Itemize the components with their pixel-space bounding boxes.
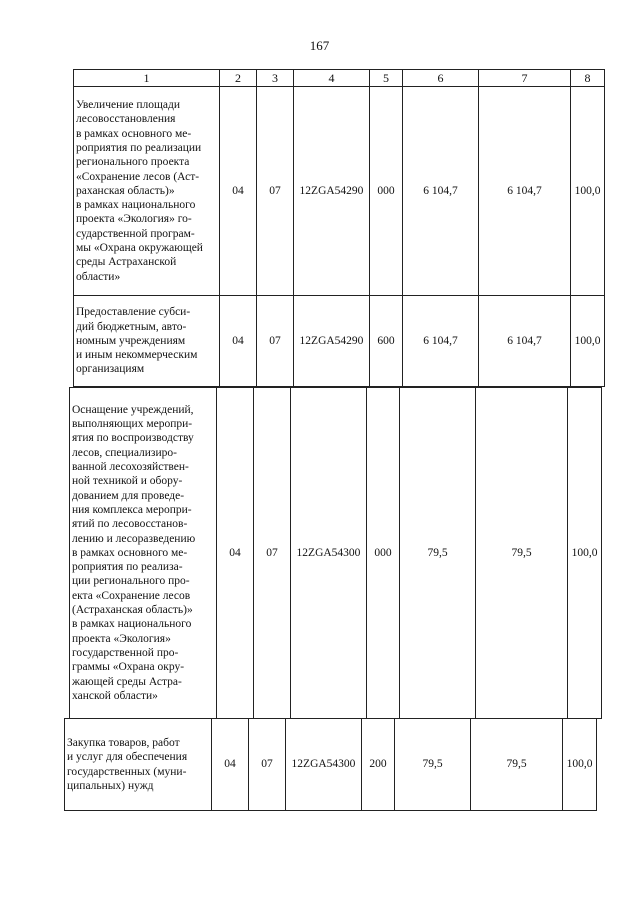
- budget-table-middle: [69, 387, 602, 719]
- cell-actual: 6 104,7: [479, 296, 571, 387]
- row-description: Закупка товаров, работ и услуг для обеспечения государственных (муни- ципальных) нужд: [65, 719, 212, 811]
- cell-section: 04: [217, 388, 254, 719]
- budget-table-upper: [73, 69, 605, 387]
- cell-percent: 100,0: [571, 296, 605, 387]
- table-row: [65, 719, 597, 811]
- cell-subsection: 07: [257, 87, 294, 296]
- cell-planned: 79,5: [395, 719, 471, 811]
- column-header: 8: [571, 70, 605, 87]
- cell-subsection: 07: [254, 388, 291, 719]
- cell-actual: 79,5: [476, 388, 568, 719]
- column-header: 6: [403, 70, 479, 87]
- cell-target-code: 12ZGA54290: [294, 296, 370, 387]
- cell-actual: 79,5: [471, 719, 563, 811]
- row-description: Предоставление субси- дий бюджетным, авто- номным учреждениям и иным некоммерческим организациям: [74, 296, 220, 387]
- page-number: 167: [309, 38, 330, 53]
- cell-planned: 6 104,7: [403, 296, 479, 387]
- table-row: [70, 388, 602, 719]
- cell-section: 04: [220, 296, 257, 387]
- cell-target-code: 12ZGA54290: [294, 87, 370, 296]
- table-row: [74, 87, 605, 296]
- budget-table-lower: [64, 718, 597, 811]
- column-header: 5: [370, 70, 403, 87]
- cell-expense-type: 000: [367, 388, 400, 719]
- cell-planned: 79,5: [400, 388, 476, 719]
- cell-expense-type: 000: [370, 87, 403, 296]
- table-row: [74, 296, 605, 387]
- cell-expense-type: 200: [362, 719, 395, 811]
- column-header: 3: [257, 70, 294, 87]
- cell-expense-type: 600: [370, 296, 403, 387]
- column-header: 7: [479, 70, 571, 87]
- table-header-row: [74, 70, 605, 87]
- cell-section: 04: [212, 719, 249, 811]
- column-header: 1: [74, 70, 220, 87]
- column-header: 2: [220, 70, 257, 87]
- cell-subsection: 07: [249, 719, 286, 811]
- cell-subsection: 07: [257, 296, 294, 387]
- cell-percent: 100,0: [571, 87, 605, 296]
- cell-target-code: 12ZGA54300: [291, 388, 367, 719]
- cell-percent: 100,0: [563, 719, 597, 811]
- cell-percent: 100,0: [568, 388, 602, 719]
- row-description: Оснащение учреждений, выполняющих меропри- ятия по воспроизводству лесов, специализиро- ванной лесохозяйствен- ной техникой и обору- дованием для проведе- ния комплекса меропри- ятий по лесовосстанов- лению и лесоразведению в рамках основного ме- роприятия по реализа- ции регионального про- екта «Сохранение лесов (Астраханская область)» в рамках национального проекта «Экология» государственной про- граммы «Охрана окру- жающей среды Астра- ханской области»: [70, 388, 217, 719]
- cell-planned: 6 104,7: [403, 87, 479, 296]
- cell-target-code: 12ZGA54300: [286, 719, 362, 811]
- column-header: 4: [294, 70, 370, 87]
- cell-section: 04: [220, 87, 257, 296]
- cell-actual: 6 104,7: [479, 87, 571, 296]
- row-description: Увеличение площади лесовосстановления в рамках основного ме- роприятия по реализации регионального проекта «Сохранение лесов (Аст- раханская область)» в рамках национального проекта «Экология» го- сударственной програм- мы «Охрана окружающей среды Астраханской области»: [74, 87, 220, 296]
